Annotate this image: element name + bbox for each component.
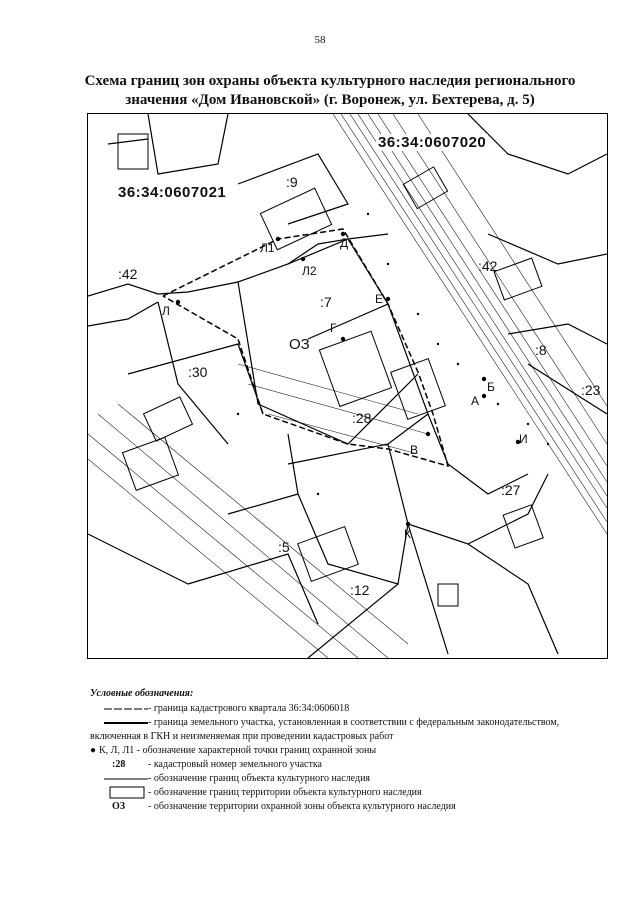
point-label: И [519, 432, 528, 446]
protection-zone-label: ОЗ [289, 336, 310, 353]
cadastral-quarter-label: 36:34:0607021 [118, 184, 227, 201]
plot-label: :30 [188, 364, 208, 380]
survey-marks [237, 213, 549, 495]
line-icon [104, 772, 148, 785]
point-label: Д [340, 236, 349, 250]
dot-icon: ● [90, 745, 97, 756]
legend-item: - граница кадастрового квартала 36:34:0606018 [90, 702, 610, 716]
point-label: Л1 [260, 241, 275, 255]
point-label: К [404, 527, 411, 541]
page-number: 58 [314, 34, 326, 46]
plot-label: :42 [478, 258, 498, 274]
plot-label: :28 [352, 410, 372, 426]
solid-line-icon [104, 716, 148, 729]
building-outlines [118, 134, 543, 606]
point-label: Е [375, 292, 384, 306]
zone-points [176, 232, 520, 526]
dash-line-icon [104, 702, 148, 715]
legend-heading: Условные обозначения: [90, 688, 194, 699]
plot-label: :12 [350, 582, 370, 598]
plot-label: :42 [118, 266, 138, 282]
legend-item: - обозначение границ объекта культурного наследия [90, 772, 610, 786]
legend-item: ОЗ - обозначение территории охранной зоны объекта культурного наследия [112, 801, 456, 812]
plot-label: :9 [286, 174, 298, 190]
box-icon [104, 786, 148, 799]
page-title [60, 72, 600, 110]
legend-item: :28 - кадастровый номер земельного участка [112, 759, 322, 770]
plot-label: :27 [501, 482, 521, 498]
cadastral-quarter-label: 36:34:0607020 [378, 134, 487, 151]
cadastral-map [87, 113, 608, 659]
legend-code: :28 [112, 759, 126, 770]
legend-code: ОЗ [112, 801, 126, 812]
legend-item: ● К, Л, Л1 - обозначение характерной точки границ охранной зоны [90, 745, 377, 756]
point-label: Б [487, 380, 495, 394]
legend-item: - обозначение границ территории объекта культурного наследия [90, 786, 610, 800]
legend-item: - граница земельного участка, установленная в соответствии с федеральным законодательством, [90, 716, 610, 730]
plot-label: :8 [535, 342, 547, 358]
point-label: В [410, 443, 419, 457]
point-label: Л [162, 304, 170, 318]
plot-label: :7 [320, 294, 332, 310]
point-label: Г [330, 321, 337, 335]
point-label: Л2 [302, 264, 317, 278]
map-legend [90, 687, 610, 814]
title-line-2: значения «Дом Ивановской» (г. Воронеж, ул. Бехтерева, д. 5) [125, 92, 535, 108]
plot-label: :23 [581, 382, 601, 398]
point-label: А [471, 394, 480, 408]
plot-label: :5 [278, 539, 290, 555]
legend-item: включенная в ГКН и неизменяемая при проведении кадастровых работ [90, 731, 394, 742]
title-line-1: Схема границ зон охраны объекта культурного наследия регионального [84, 73, 576, 89]
